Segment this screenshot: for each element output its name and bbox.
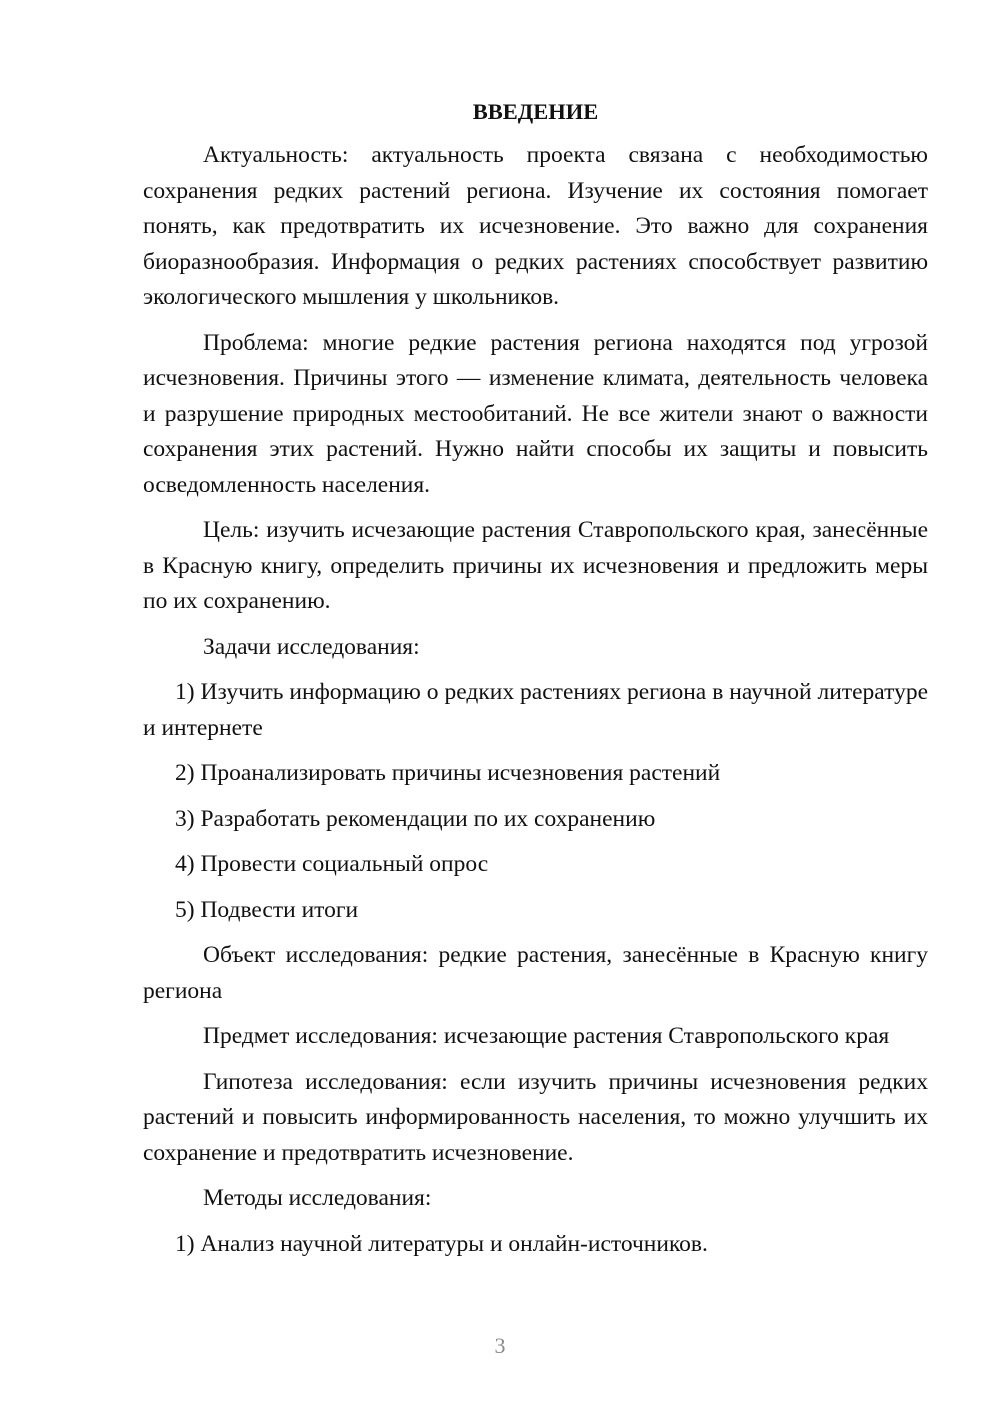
- section-title: ВВЕДЕНИЕ: [472, 99, 599, 124]
- problem-paragraph: Проблема: многие редкие растения региона находятся под угрозой исчезновения. Причины этого — изменение климата, деятельность человека и разрушение природных местообитаний. Не все жители знают о важности сохранения этих растений. Нужно найти способы их защиты и повысить осведомленность населения.: [143, 329, 928, 498]
- methods-heading: Методы исследования:: [203, 1185, 432, 1211]
- task-item-1: 1) Изучить информацию о редких растениях региона в научной литературе и интернете: [143, 679, 928, 741]
- task-item-3: 3) Разработать рекомендации по их сохранению: [175, 805, 656, 832]
- task-item-4: 4) Провести социальный опрос: [175, 851, 489, 877]
- tasks-heading: Задачи исследования:: [203, 633, 420, 660]
- task-item-2: 2) Проанализировать причины исчезновения растений: [175, 760, 721, 786]
- page-number: 3: [494, 1333, 506, 1358]
- goal-paragraph: Цель: изучить исчезающие растения Ставропольского края, занесённые в Красную книгу, определить причины их исчезновения и предложить меры по их сохранению.: [143, 517, 928, 614]
- hypothesis-paragraph: Гипотеза исследования: если изучить причины исчезновения редких растений и повысить информированность населения, то можно улучшить их сохранение и предотвратить исчезновение.: [143, 1068, 928, 1166]
- method-item-1: 1) Анализ научной литературы и онлайн-источников.: [175, 1230, 708, 1257]
- page-content: [143, 96, 928, 1272]
- object-paragraph: Объект исследования: редкие растения, занесённые в Красную книгу региона: [143, 942, 928, 1004]
- relevance-paragraph: Актуальность: актуальность проекта связана с необходимостью сохранения редких растений региона. Изучение их состояния помогает понять, как предотвратить их исчезновение. Это важно для сохранения биоразнообразия. Информация о редких растениях способствует развитию экологического мышления у школьников.: [143, 142, 928, 310]
- task-item-5: 5) Подвести итоги: [175, 896, 359, 923]
- subject-paragraph: Предмет исследования: исчезающие растения Ставропольского края: [203, 1023, 890, 1049]
